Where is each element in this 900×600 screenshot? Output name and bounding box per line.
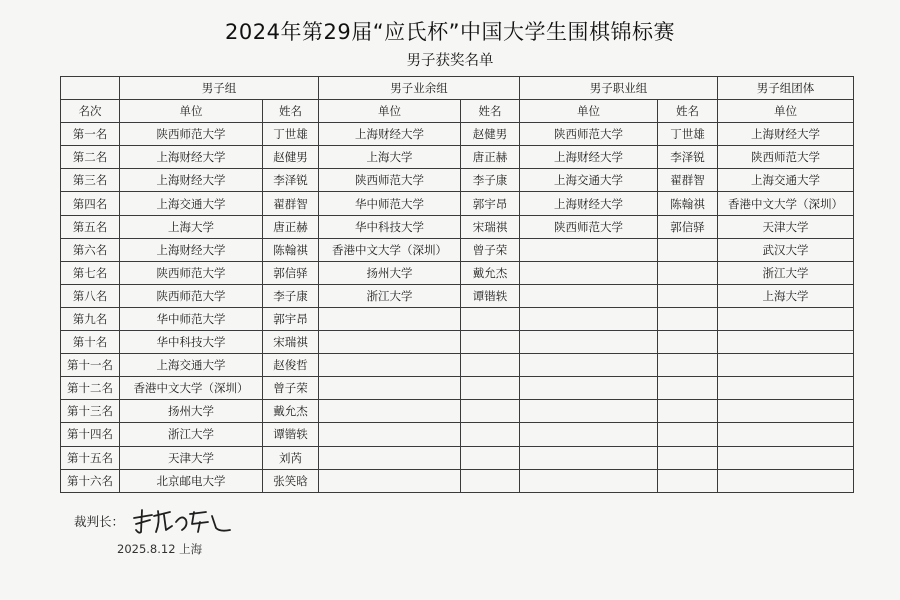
team-unit-cell bbox=[718, 307, 854, 330]
team-unit-cell bbox=[718, 469, 854, 492]
amateur-name-cell bbox=[461, 354, 520, 377]
mens-unit-cell: 扬州大学 bbox=[120, 400, 263, 423]
pro-name-cell bbox=[658, 400, 718, 423]
rank-cell: 第一名 bbox=[61, 123, 120, 146]
table-row bbox=[61, 307, 854, 330]
mens-name-cell: 翟群智 bbox=[263, 192, 319, 215]
group-header-amateur: 男子业余组 bbox=[319, 77, 520, 100]
mens-unit-cell: 北京邮电大学 bbox=[120, 469, 263, 492]
mens-unit-cell: 华中师范大学 bbox=[120, 307, 263, 330]
amateur-unit-cell: 上海财经大学 bbox=[319, 123, 461, 146]
pro-unit-cell bbox=[520, 377, 658, 400]
table-row bbox=[61, 261, 854, 284]
rank-cell: 第十一名 bbox=[61, 354, 120, 377]
amateur-name-cell: 李子康 bbox=[461, 169, 520, 192]
table-row bbox=[61, 146, 854, 169]
team-unit-cell bbox=[718, 400, 854, 423]
corner-cell bbox=[61, 77, 120, 100]
pro-unit-cell bbox=[520, 446, 658, 469]
amateur-unit-cell bbox=[319, 307, 461, 330]
mens-unit-cell: 香港中文大学（深圳） bbox=[120, 377, 263, 400]
mens-unit-cell: 上海交通大学 bbox=[120, 354, 263, 377]
amateur-unit-cell bbox=[319, 469, 461, 492]
table-row bbox=[61, 400, 854, 423]
referee-signature-block bbox=[74, 506, 234, 536]
pro-name-cell bbox=[658, 446, 718, 469]
mens-name-cell: 戴允杰 bbox=[263, 400, 319, 423]
table-row bbox=[61, 423, 854, 446]
rank-cell: 第八名 bbox=[61, 284, 120, 307]
pro-name-cell bbox=[658, 423, 718, 446]
pro-name-cell: 郭信驿 bbox=[658, 215, 718, 238]
issue-date: 2025.8.12 上海 bbox=[117, 542, 203, 556]
team-unit-cell: 浙江大学 bbox=[718, 261, 854, 284]
mens-unit-cell: 上海财经大学 bbox=[120, 238, 263, 261]
team-unit-cell: 陕西师范大学 bbox=[718, 146, 854, 169]
pro-name-cell: 陈翰祺 bbox=[658, 192, 718, 215]
rank-cell: 第十六名 bbox=[61, 469, 120, 492]
mens-unit-cell: 华中科技大学 bbox=[120, 331, 263, 354]
amateur-name-cell: 宋瑞祺 bbox=[461, 215, 520, 238]
pro-name-cell bbox=[658, 261, 718, 284]
team-unit-cell bbox=[718, 423, 854, 446]
pro-unit-cell bbox=[520, 261, 658, 284]
amateur-unit-cell bbox=[319, 423, 461, 446]
mens-unit-cell: 陕西师范大学 bbox=[120, 123, 263, 146]
document-title: 2024年第29届“应氏杯”中国大学生围棋锦标赛 bbox=[225, 20, 675, 44]
amateur-name-cell bbox=[461, 469, 520, 492]
pro-unit-cell bbox=[520, 354, 658, 377]
amateur-name-cell: 曾子荣 bbox=[461, 238, 520, 261]
table-row bbox=[61, 192, 854, 215]
pro-name-cell bbox=[658, 469, 718, 492]
amateur-name-cell: 郭宇昂 bbox=[461, 192, 520, 215]
mens-name-cell: 唐正赫 bbox=[263, 215, 319, 238]
unit-header: 单位 bbox=[120, 100, 263, 123]
amateur-unit-cell bbox=[319, 446, 461, 469]
team-unit-cell bbox=[718, 331, 854, 354]
name-header: 姓名 bbox=[263, 100, 319, 123]
amateur-unit-cell bbox=[319, 354, 461, 377]
amateur-unit-cell: 上海大学 bbox=[319, 146, 461, 169]
table-row bbox=[61, 331, 854, 354]
amateur-unit-cell bbox=[319, 331, 461, 354]
mens-name-cell: 李泽锐 bbox=[263, 169, 319, 192]
amateur-name-cell: 谭锴轶 bbox=[461, 284, 520, 307]
group-header-team: 男子组团体 bbox=[718, 77, 854, 100]
pro-unit-cell: 陕西师范大学 bbox=[520, 123, 658, 146]
unit-header: 单位 bbox=[520, 100, 658, 123]
name-header: 姓名 bbox=[658, 100, 718, 123]
team-unit-cell: 上海交通大学 bbox=[718, 169, 854, 192]
pro-unit-cell: 上海交通大学 bbox=[520, 169, 658, 192]
name-header: 姓名 bbox=[461, 100, 520, 123]
amateur-unit-cell: 华中师范大学 bbox=[319, 192, 461, 215]
mens-name-cell: 刘芮 bbox=[263, 446, 319, 469]
results-table bbox=[60, 76, 854, 493]
pro-unit-cell bbox=[520, 423, 658, 446]
rank-cell: 第六名 bbox=[61, 238, 120, 261]
amateur-unit-cell: 浙江大学 bbox=[319, 284, 461, 307]
amateur-name-cell bbox=[461, 307, 520, 330]
rank-cell: 第十五名 bbox=[61, 446, 120, 469]
table-row bbox=[61, 377, 854, 400]
pro-unit-cell bbox=[520, 284, 658, 307]
team-unit-cell: 上海大学 bbox=[718, 284, 854, 307]
group-header-professional: 男子职业组 bbox=[520, 77, 718, 100]
team-unit-cell bbox=[718, 354, 854, 377]
mens-unit-cell: 陕西师范大学 bbox=[120, 261, 263, 284]
team-unit-cell: 天津大学 bbox=[718, 215, 854, 238]
mens-name-cell: 曾子荣 bbox=[263, 377, 319, 400]
amateur-unit-cell bbox=[319, 400, 461, 423]
mens-unit-cell: 陕西师范大学 bbox=[120, 284, 263, 307]
team-unit-cell bbox=[718, 377, 854, 400]
mens-unit-cell: 浙江大学 bbox=[120, 423, 263, 446]
pro-name-cell bbox=[658, 284, 718, 307]
pro-unit-cell bbox=[520, 400, 658, 423]
referee-label: 裁判长： bbox=[74, 514, 125, 529]
amateur-name-cell bbox=[461, 423, 520, 446]
pro-name-cell bbox=[658, 377, 718, 400]
pro-unit-cell bbox=[520, 469, 658, 492]
amateur-name-cell bbox=[461, 377, 520, 400]
amateur-name-cell bbox=[461, 446, 520, 469]
table-row bbox=[61, 469, 854, 492]
amateur-unit-cell: 扬州大学 bbox=[319, 261, 461, 284]
mens-name-cell: 赵俊哲 bbox=[263, 354, 319, 377]
pro-unit-cell: 上海财经大学 bbox=[520, 192, 658, 215]
amateur-name-cell bbox=[461, 400, 520, 423]
table-row bbox=[61, 169, 854, 192]
team-unit-cell: 上海财经大学 bbox=[718, 123, 854, 146]
mens-unit-cell: 天津大学 bbox=[120, 446, 263, 469]
rank-cell: 第十三名 bbox=[61, 400, 120, 423]
table-row bbox=[61, 354, 854, 377]
pro-unit-cell: 上海财经大学 bbox=[520, 146, 658, 169]
handwritten-signature bbox=[130, 506, 234, 536]
table-row bbox=[61, 238, 854, 261]
group-header-row bbox=[61, 77, 854, 100]
mens-name-cell: 赵健男 bbox=[263, 146, 319, 169]
team-unit-cell: 武汉大学 bbox=[718, 238, 854, 261]
mens-unit-cell: 上海财经大学 bbox=[120, 146, 263, 169]
mens-name-cell: 郭宇昂 bbox=[263, 307, 319, 330]
amateur-name-cell: 赵健男 bbox=[461, 123, 520, 146]
results-body bbox=[61, 123, 854, 493]
team-unit-cell bbox=[718, 446, 854, 469]
rank-cell: 第五名 bbox=[61, 215, 120, 238]
rank-header: 名次 bbox=[61, 100, 120, 123]
amateur-name-cell: 戴允杰 bbox=[461, 261, 520, 284]
rank-cell: 第十二名 bbox=[61, 377, 120, 400]
pro-unit-cell: 陕西师范大学 bbox=[520, 215, 658, 238]
mens-name-cell: 丁世雄 bbox=[263, 123, 319, 146]
pro-unit-cell bbox=[520, 331, 658, 354]
rank-cell: 第四名 bbox=[61, 192, 120, 215]
document-subtitle: 男子获奖名单 bbox=[406, 53, 494, 69]
unit-header: 单位 bbox=[718, 100, 854, 123]
rank-cell: 第七名 bbox=[61, 261, 120, 284]
unit-header: 单位 bbox=[319, 100, 461, 123]
mens-unit-cell: 上海交通大学 bbox=[120, 192, 263, 215]
table-row bbox=[61, 215, 854, 238]
mens-name-cell: 谭锴轶 bbox=[263, 423, 319, 446]
rank-cell: 第十名 bbox=[61, 331, 120, 354]
amateur-unit-cell: 陕西师范大学 bbox=[319, 169, 461, 192]
pro-unit-cell bbox=[520, 307, 658, 330]
mens-unit-cell: 上海大学 bbox=[120, 215, 263, 238]
mens-name-cell: 张笑晗 bbox=[263, 469, 319, 492]
pro-name-cell: 李泽锐 bbox=[658, 146, 718, 169]
table-row bbox=[61, 123, 854, 146]
table-row bbox=[61, 284, 854, 307]
amateur-name-cell: 唐正赫 bbox=[461, 146, 520, 169]
team-unit-cell: 香港中文大学（深圳） bbox=[718, 192, 854, 215]
rank-cell: 第三名 bbox=[61, 169, 120, 192]
amateur-name-cell bbox=[461, 331, 520, 354]
amateur-unit-cell: 香港中文大学（深圳） bbox=[319, 238, 461, 261]
pro-name-cell: 翟群智 bbox=[658, 169, 718, 192]
group-header-mens: 男子组 bbox=[120, 77, 319, 100]
pro-name-cell bbox=[658, 354, 718, 377]
pro-name-cell bbox=[658, 238, 718, 261]
column-header-row bbox=[61, 100, 854, 123]
rank-cell: 第二名 bbox=[61, 146, 120, 169]
pro-unit-cell bbox=[520, 238, 658, 261]
amateur-unit-cell: 华中科技大学 bbox=[319, 215, 461, 238]
pro-name-cell bbox=[658, 331, 718, 354]
pro-name-cell bbox=[658, 307, 718, 330]
mens-name-cell: 郭信驿 bbox=[263, 261, 319, 284]
rank-cell: 第十四名 bbox=[61, 423, 120, 446]
amateur-unit-cell bbox=[319, 377, 461, 400]
mens-name-cell: 宋瑞祺 bbox=[263, 331, 319, 354]
rank-cell: 第九名 bbox=[61, 307, 120, 330]
pro-name-cell: 丁世雄 bbox=[658, 123, 718, 146]
mens-name-cell: 陈翰祺 bbox=[263, 238, 319, 261]
mens-name-cell: 李子康 bbox=[263, 284, 319, 307]
table-row bbox=[61, 446, 854, 469]
mens-unit-cell: 上海财经大学 bbox=[120, 169, 263, 192]
